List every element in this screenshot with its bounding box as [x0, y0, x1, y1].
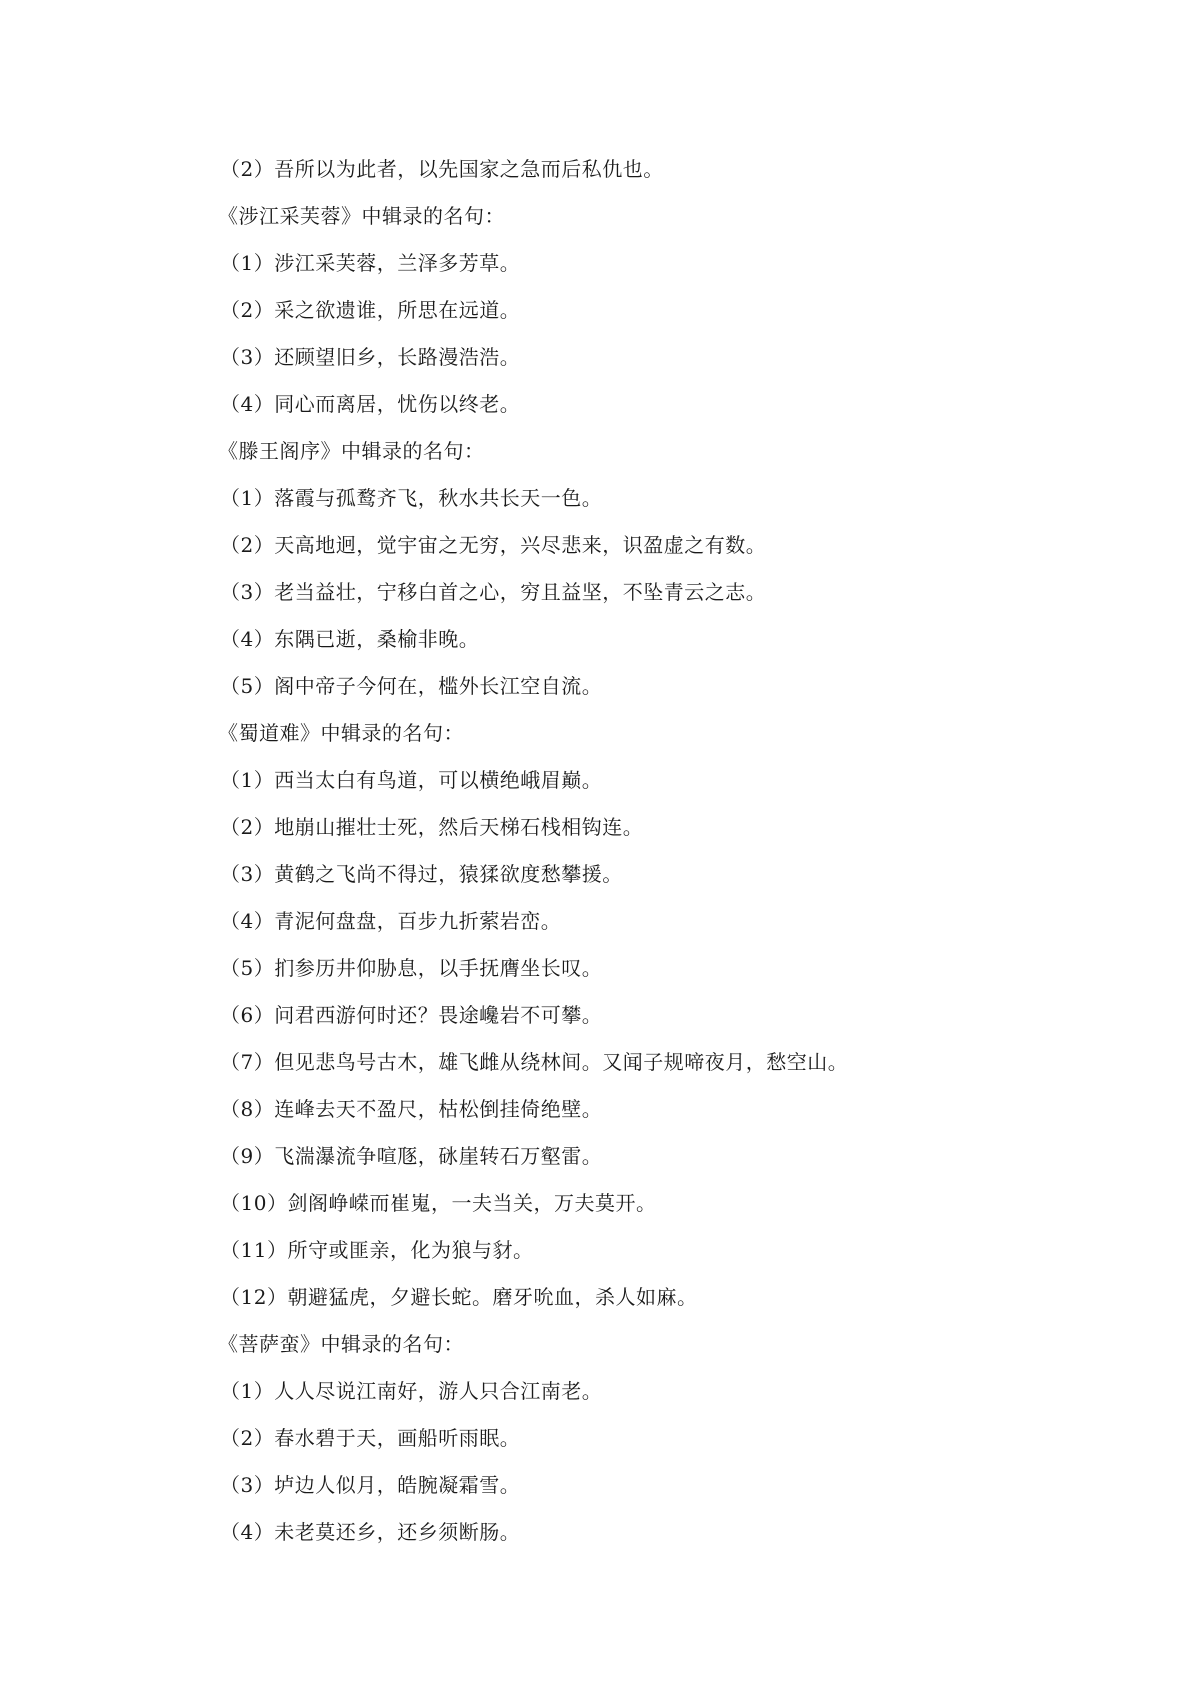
quote-line: （4）未老莫还乡，还乡须断肠。 — [220, 1520, 521, 1544]
quote-line: （3）黄鹤之飞尚不得过，猿猱欲度愁攀援。 — [220, 862, 623, 886]
quote-line: （6）问君西游何时还？畏途巉岩不可攀。 — [220, 1003, 603, 1027]
quote-line: （11）所守或匪亲，化为狼与豺。 — [220, 1238, 534, 1262]
section-heading-tengwangge: 《滕王阁序》中辑录的名句： — [218, 439, 485, 463]
quote-line: （3）垆边人似月，皓腕凝霜雪。 — [220, 1473, 521, 1497]
quote-line: （4）东隅已逝，桑榆非晚。 — [220, 627, 480, 651]
quote-line: （12）朝避猛虎，夕避长蛇。磨牙吮血，杀人如麻。 — [220, 1285, 698, 1309]
quote-line: （2）春水碧于天，画船听雨眠。 — [220, 1426, 521, 1450]
quote-line: （2）吾所以为此者，以先国家之急而后私仇也。 — [220, 157, 664, 181]
quote-line: （1）涉江采芙蓉，兰泽多芳草。 — [220, 251, 521, 275]
quote-line: （4）青泥何盘盘，百步九折萦岩峦。 — [220, 909, 562, 933]
section-heading-shudaonan: 《蜀道难》中辑录的名句： — [218, 721, 464, 745]
quote-line: （5）扪参历井仰胁息，以手抚膺坐长叹。 — [220, 956, 603, 980]
quote-line: （9）飞湍瀑流争喧豗，砯崖转石万壑雷。 — [220, 1144, 603, 1168]
section-heading-pusaman: 《菩萨蛮》中辑录的名句： — [218, 1332, 464, 1356]
quote-line: （3）老当益壮，宁移白首之心，穷且益坚，不坠青云之志。 — [220, 580, 767, 604]
quote-line: （2）采之欲遗谁，所思在远道。 — [220, 298, 521, 322]
quote-line: （4）同心而离居，忧伤以终老。 — [220, 392, 521, 416]
document-page — [220, 152, 1160, 1562]
quote-line: （5）阁中帝子今何在，槛外长江空自流。 — [220, 674, 603, 698]
quote-line: （10）剑阁峥嵘而崔嵬，一夫当关，万夫莫开。 — [220, 1191, 657, 1215]
quote-line: （2）天高地迥，觉宇宙之无穷，兴尽悲来，识盈虚之有数。 — [220, 533, 767, 557]
quote-line: （8）连峰去天不盈尺，枯松倒挂倚绝壁。 — [220, 1097, 603, 1121]
quote-line: （1）西当太白有鸟道，可以横绝峨眉巅。 — [220, 768, 603, 792]
quote-line: （1）落霞与孤鹜齐飞，秋水共长天一色。 — [220, 486, 603, 510]
quote-line: （7）但见悲鸟号古木，雄飞雌从绕林间。又闻子规啼夜月，愁空山。 — [220, 1050, 849, 1074]
quote-line: （3）还顾望旧乡，长路漫浩浩。 — [220, 345, 521, 369]
quote-line: （1）人人尽说江南好，游人只合江南老。 — [220, 1379, 603, 1403]
quote-line: （2）地崩山摧壮士死，然后天梯石栈相钩连。 — [220, 815, 644, 839]
section-heading-shejiang: 《涉江采芙蓉》中辑录的名句： — [218, 204, 505, 228]
